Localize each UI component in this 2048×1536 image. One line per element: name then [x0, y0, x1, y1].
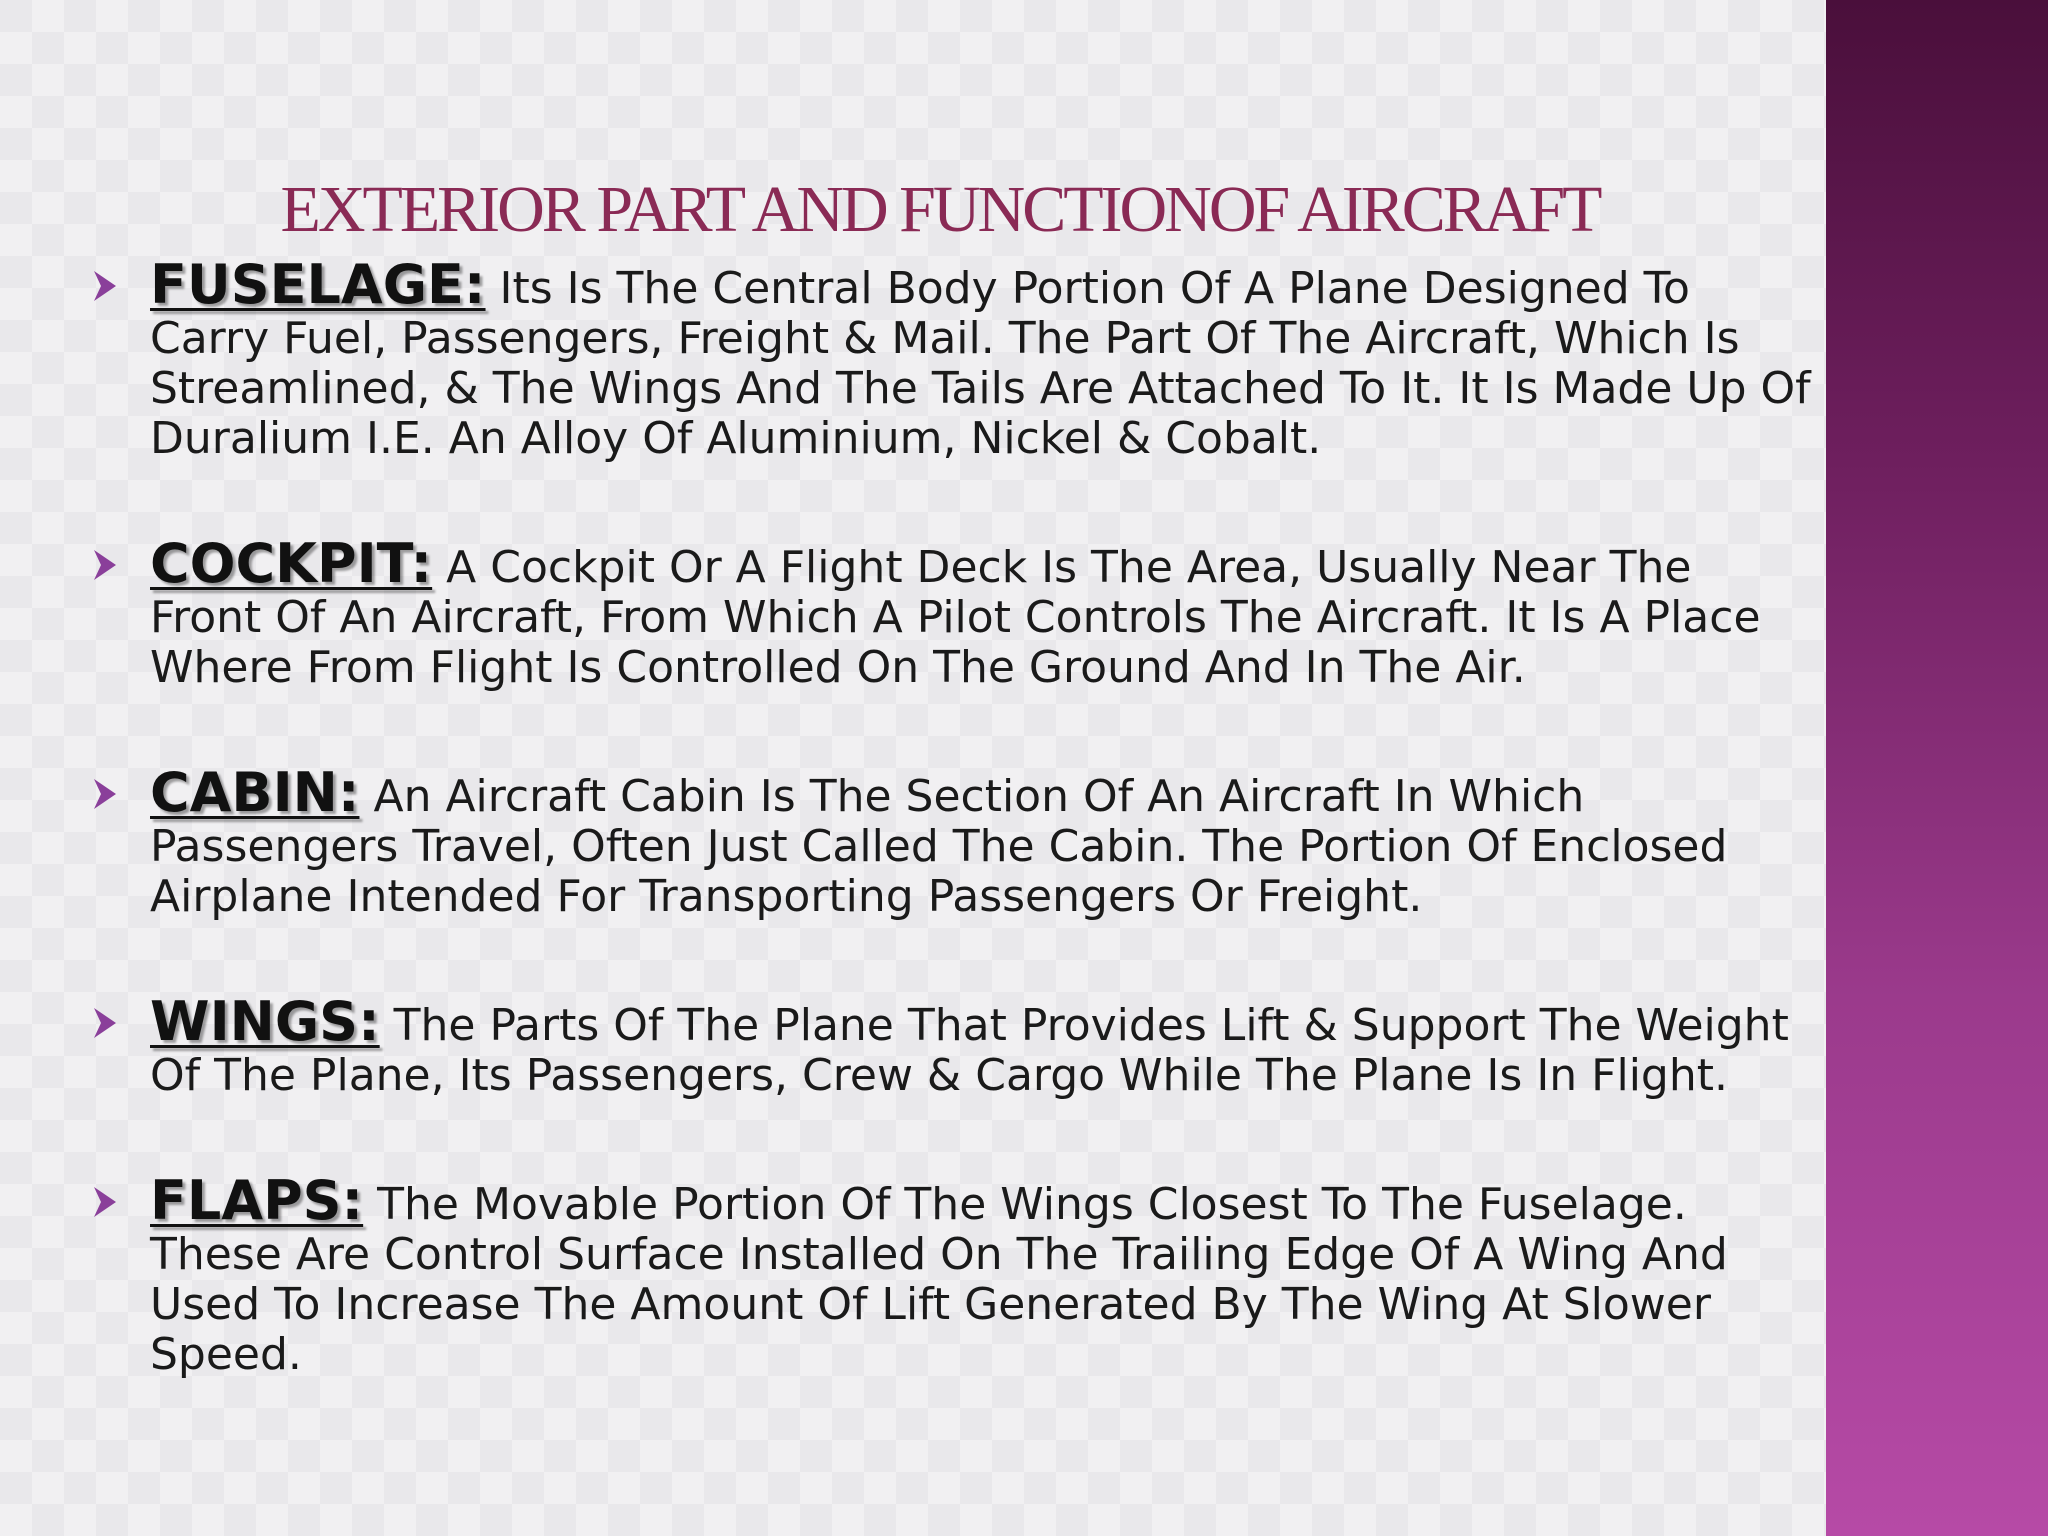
arrow-bullet-icon: [92, 268, 118, 304]
list-item: [92, 532, 1812, 693]
bullet-list: [92, 253, 1812, 1380]
item-text: Its Is The Central Body Portion Of A Plane Designed To Carry Fuel, Passengers, Freight & Mail. The Part Of The Aircraft, Which Is Streamlined, & The Wings And The Tails Are Attached To It. It Is Made Up Of Duralium I.E. An Alloy Of Aluminium, Nickel & Cobalt.: [150, 263, 1811, 464]
arrow-bullet-icon: [92, 547, 118, 583]
arrow-bullet-icon: [92, 1184, 118, 1220]
item-text: The Parts Of The Plane That Provides Lift & Support The Weight Of The Plane, Its Passengers, Crew & Cargo While The Plane Is In Flight.: [150, 1000, 1789, 1101]
item-term: FLAPS:: [150, 1169, 364, 1232]
item-text: A Cockpit Or A Flight Deck Is The Area, Usually Near The Front Of An Aircraft, From Which A Pilot Controls The Aircraft. It Is A Place Where From Flight Is Controlled On The Ground And In The Air.: [150, 542, 1761, 693]
list-item: [92, 761, 1812, 922]
arrow-bullet-icon: [92, 1005, 118, 1041]
list-item: [92, 253, 1812, 464]
item-term: COCKPIT:: [150, 532, 433, 595]
slide-title: EXTERIOR PART AND FUNCTIONOF AIRCRAFT: [280, 173, 1600, 246]
item-term: FUSELAGE:: [150, 253, 486, 316]
item-text: An Aircraft Cabin Is The Section Of An Aircraft In Which Passengers Travel, Often Just Called The Cabin. The Portion Of Enclosed Airplane Intended For Transporting Passengers Or Freight.: [150, 771, 1728, 922]
item-term: WINGS:: [150, 990, 380, 1053]
list-item: [92, 1169, 1812, 1380]
arrow-bullet-icon: [92, 776, 118, 812]
list-item: [92, 990, 1812, 1101]
decorative-side-band: [1826, 0, 2048, 1536]
item-text: The Movable Portion Of The Wings Closest To The Fuselage. These Are Control Surface Installed On The Trailing Edge Of A Wing And Used To Increase The Amount Of Lift Generated By The Wing At Slower Speed.: [150, 1179, 1728, 1380]
item-term: CABIN:: [150, 761, 360, 824]
